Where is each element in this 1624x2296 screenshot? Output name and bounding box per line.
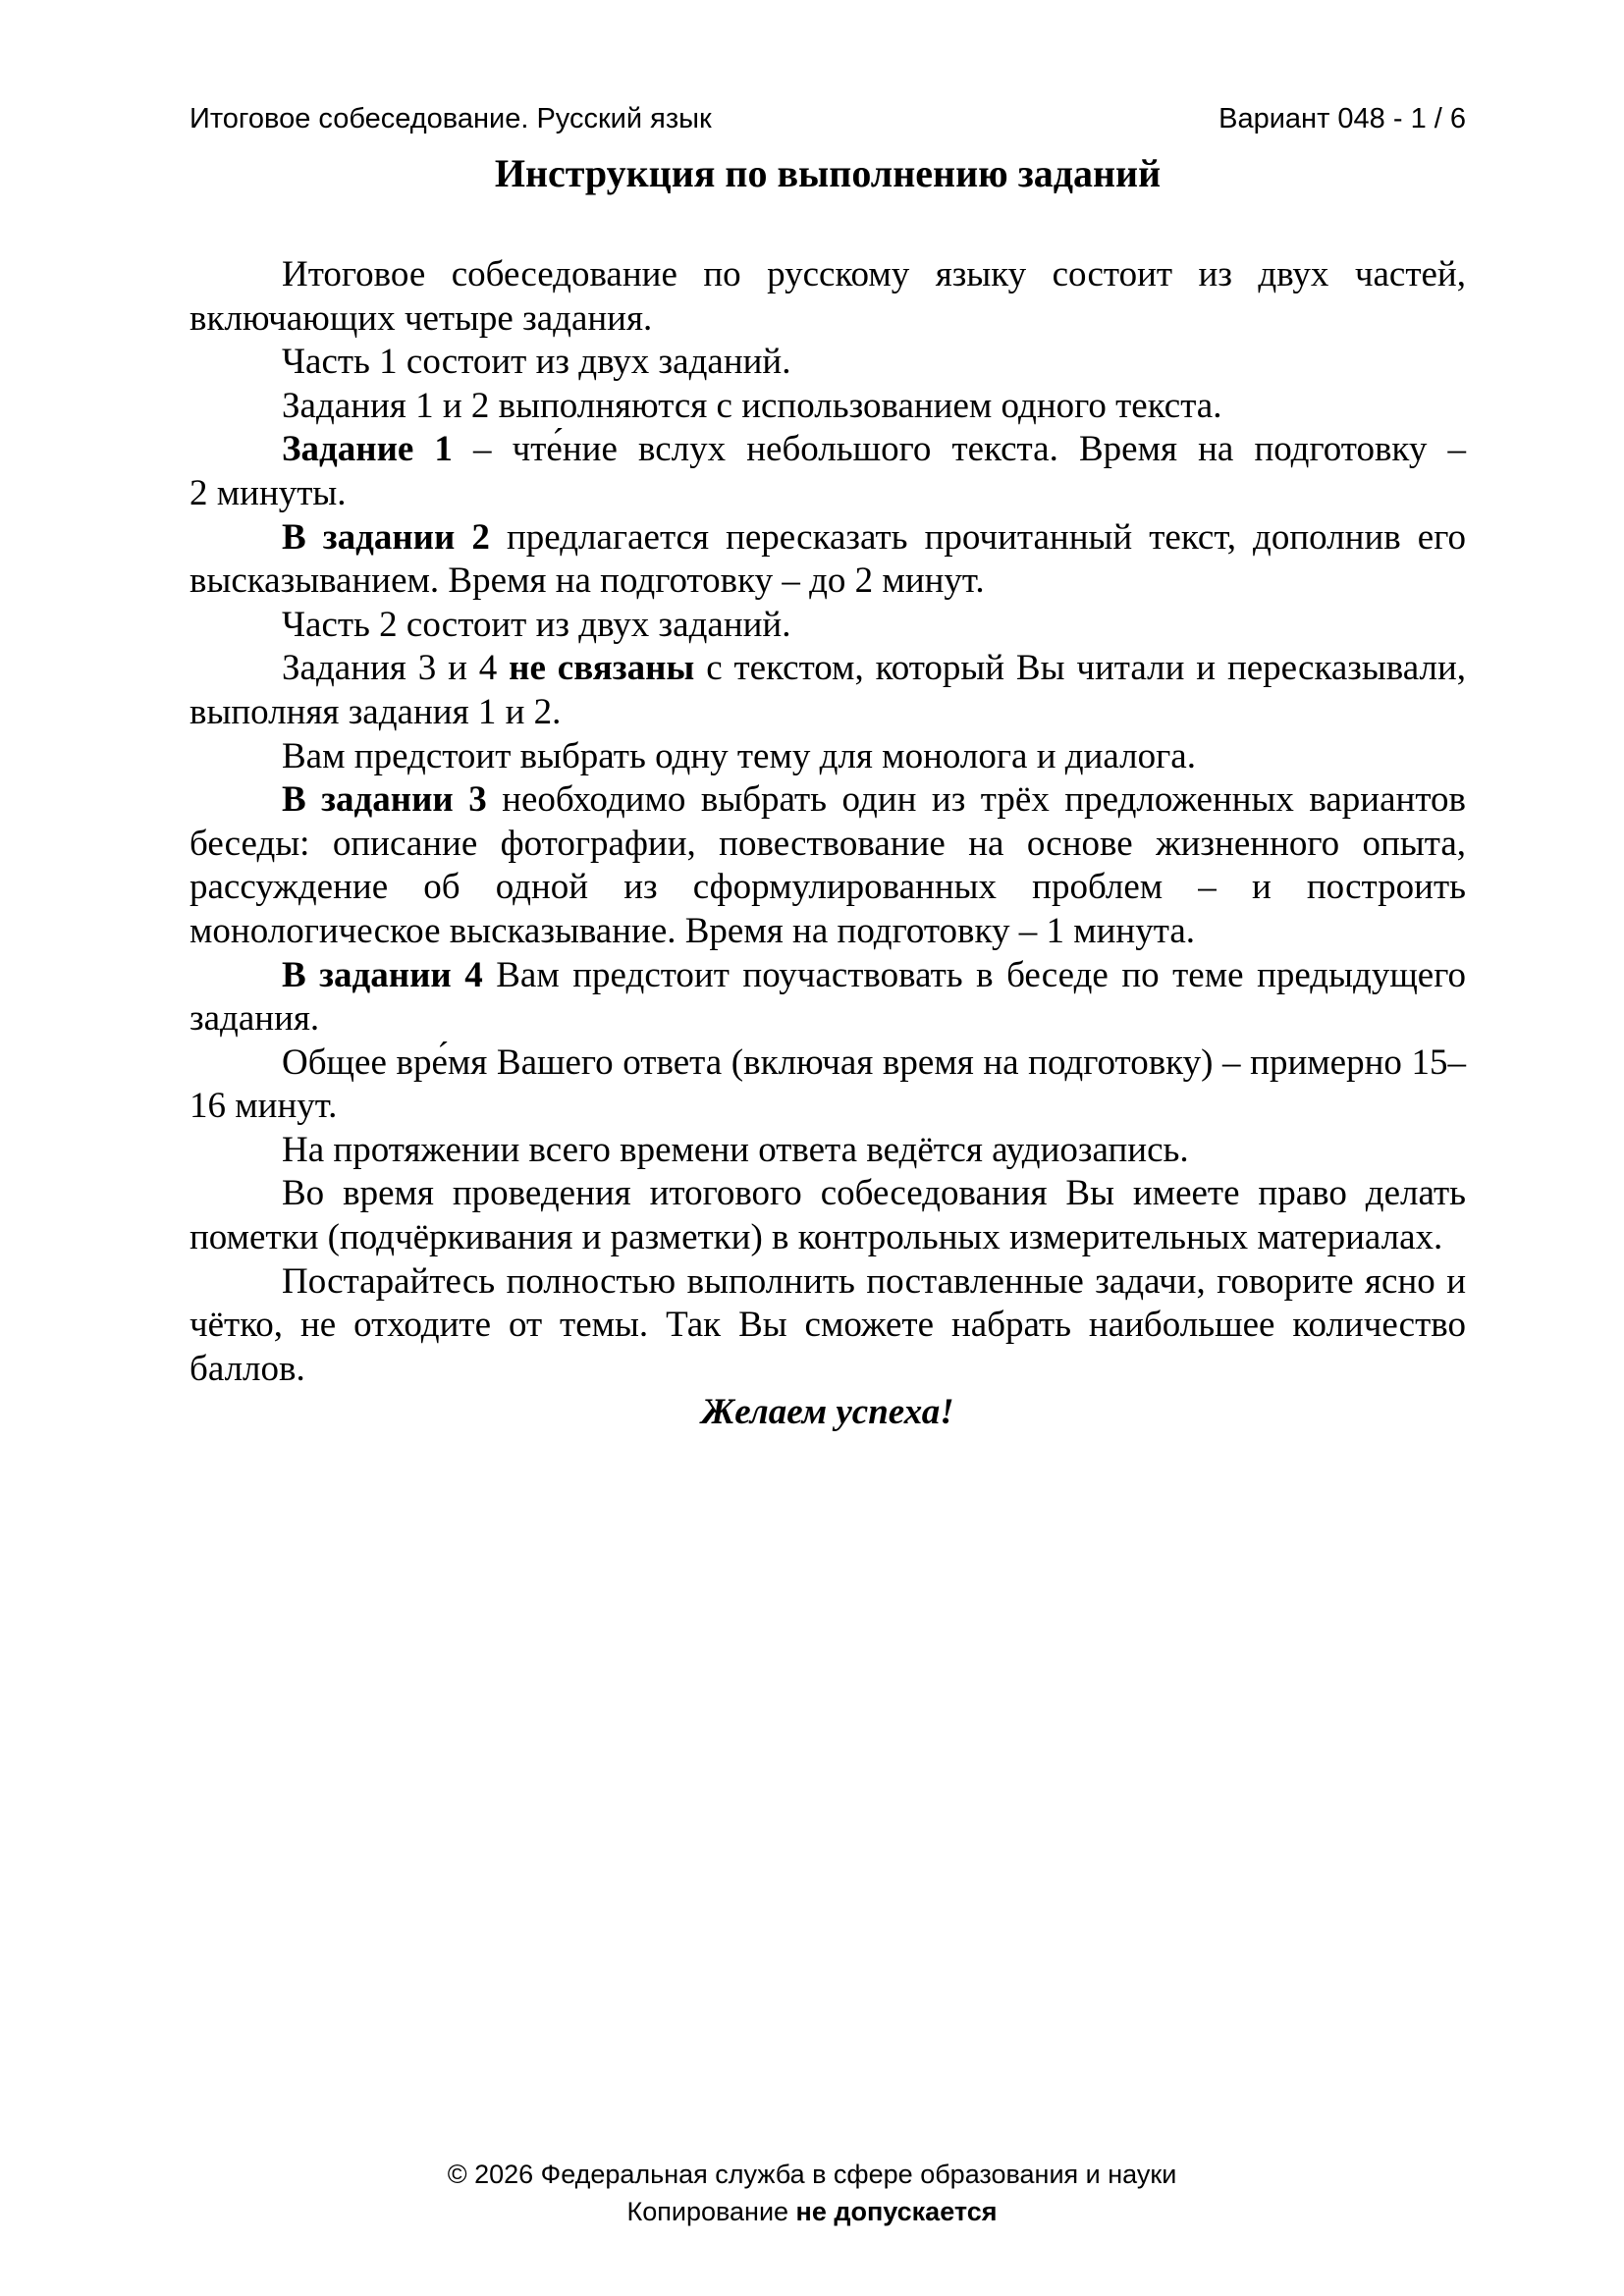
paragraph bbox=[189, 735, 1466, 779]
paragraph-run: Общее вре́мя Вашего ответа (включая время на подготовку) – примерно 15–16 минут. bbox=[189, 1041, 1466, 1127]
paragraph-run-bold: В задании 2 bbox=[282, 516, 490, 558]
paragraph-run: с текстом, который Вы читали и пересказывали, выполняя задания 1 и 2. bbox=[189, 648, 1467, 732]
paragraph bbox=[189, 954, 1466, 1041]
paragraph-run: Часть 2 состоит из двух заданий. bbox=[282, 604, 791, 645]
paragraph-run: Задания 1 и 2 выполняются с использованием одного текста. bbox=[282, 385, 1222, 426]
paragraph bbox=[189, 1129, 1466, 1173]
paragraph bbox=[189, 778, 1466, 953]
paragraph-run: необходимо выбрать один из трёх предложенных вариантов беседы: описание фотографии, повествование на основе жизненного опыта, рассуждение об одной из сформулированных проблем – и построить монологическое высказывание. Время на подготовку – 1 минута. bbox=[189, 779, 1466, 951]
paragraph bbox=[189, 1041, 1466, 1129]
copy-notice-regular: Копирование bbox=[626, 2197, 796, 2226]
paragraph-run: Во время проведения итогового собеседования Вы имеете право делать пометки (подчёркивания и разметки) в контрольных измерительных материалах. bbox=[189, 1173, 1466, 1258]
paragraph bbox=[189, 341, 1466, 385]
paragraph bbox=[189, 1260, 1466, 1392]
page-header bbox=[189, 102, 1466, 135]
instructions-text bbox=[189, 253, 1466, 1435]
variant-label: Вариант 048 - 1 / 6 bbox=[1218, 103, 1466, 134]
copy-notice-bold: не допускается bbox=[795, 2197, 998, 2226]
paragraph bbox=[189, 385, 1466, 429]
paragraph bbox=[189, 253, 1466, 341]
page-footer bbox=[0, 2156, 1624, 2230]
paragraph-run-bold: В задании 3 bbox=[282, 779, 487, 821]
paragraph-run: Вам предстоит поучаствовать в беседе по теме предыдущего задания. bbox=[189, 954, 1466, 1040]
copyright-line: © 2026 Федеральная служба в сфере образования и науки bbox=[447, 2160, 1177, 2189]
paragraph bbox=[189, 647, 1466, 734]
copy-notice-line bbox=[0, 2193, 1624, 2230]
page-title: Инструкция по выполнению заданий bbox=[494, 151, 1162, 195]
paragraph-run: Вам предстоит выбрать одну тему для монолога и диалога. bbox=[282, 735, 1196, 776]
paragraph-list bbox=[189, 253, 1466, 1391]
paragraph-run: предлагается пересказать прочитанный текст, дополнив его высказыванием. Время на подготовку – до 2 минут. bbox=[189, 516, 1466, 602]
paragraph bbox=[189, 604, 1466, 648]
paragraph-run-bold: В задании 4 bbox=[282, 954, 483, 995]
paragraph-run: Часть 1 состоит из двух заданий. bbox=[282, 342, 791, 383]
paragraph-run: Задания 3 и 4 bbox=[282, 648, 510, 689]
exam-title: Итоговое собеседование. Русский язык bbox=[189, 103, 712, 134]
paragraph-run: Постарайтесь полностью выполнить поставленные задачи, говорите ясно и чётко, не отходите от темы. Так Вы сможете набрать наибольшее количество баллов. bbox=[189, 1260, 1466, 1389]
closing-line: Желаем успеха! bbox=[701, 1392, 954, 1433]
paragraph-run-bold: не связаны bbox=[509, 648, 695, 689]
paragraph bbox=[189, 516, 1466, 604]
paragraph-run-bold: Задание 1 bbox=[282, 429, 453, 470]
paragraph-run: Итоговое собеседование по русскому языку состоит из двух частей, включающих четыре задания. bbox=[189, 254, 1466, 339]
paragraph bbox=[189, 1172, 1466, 1259]
paragraph-run: На протяжении всего времени ответа ведётся аудиозапись. bbox=[282, 1129, 1189, 1170]
paragraph-run: – чте́ние вслух небольшого текста. Время на подготовку – 2 минуты. bbox=[189, 429, 1466, 513]
paragraph bbox=[189, 428, 1466, 515]
